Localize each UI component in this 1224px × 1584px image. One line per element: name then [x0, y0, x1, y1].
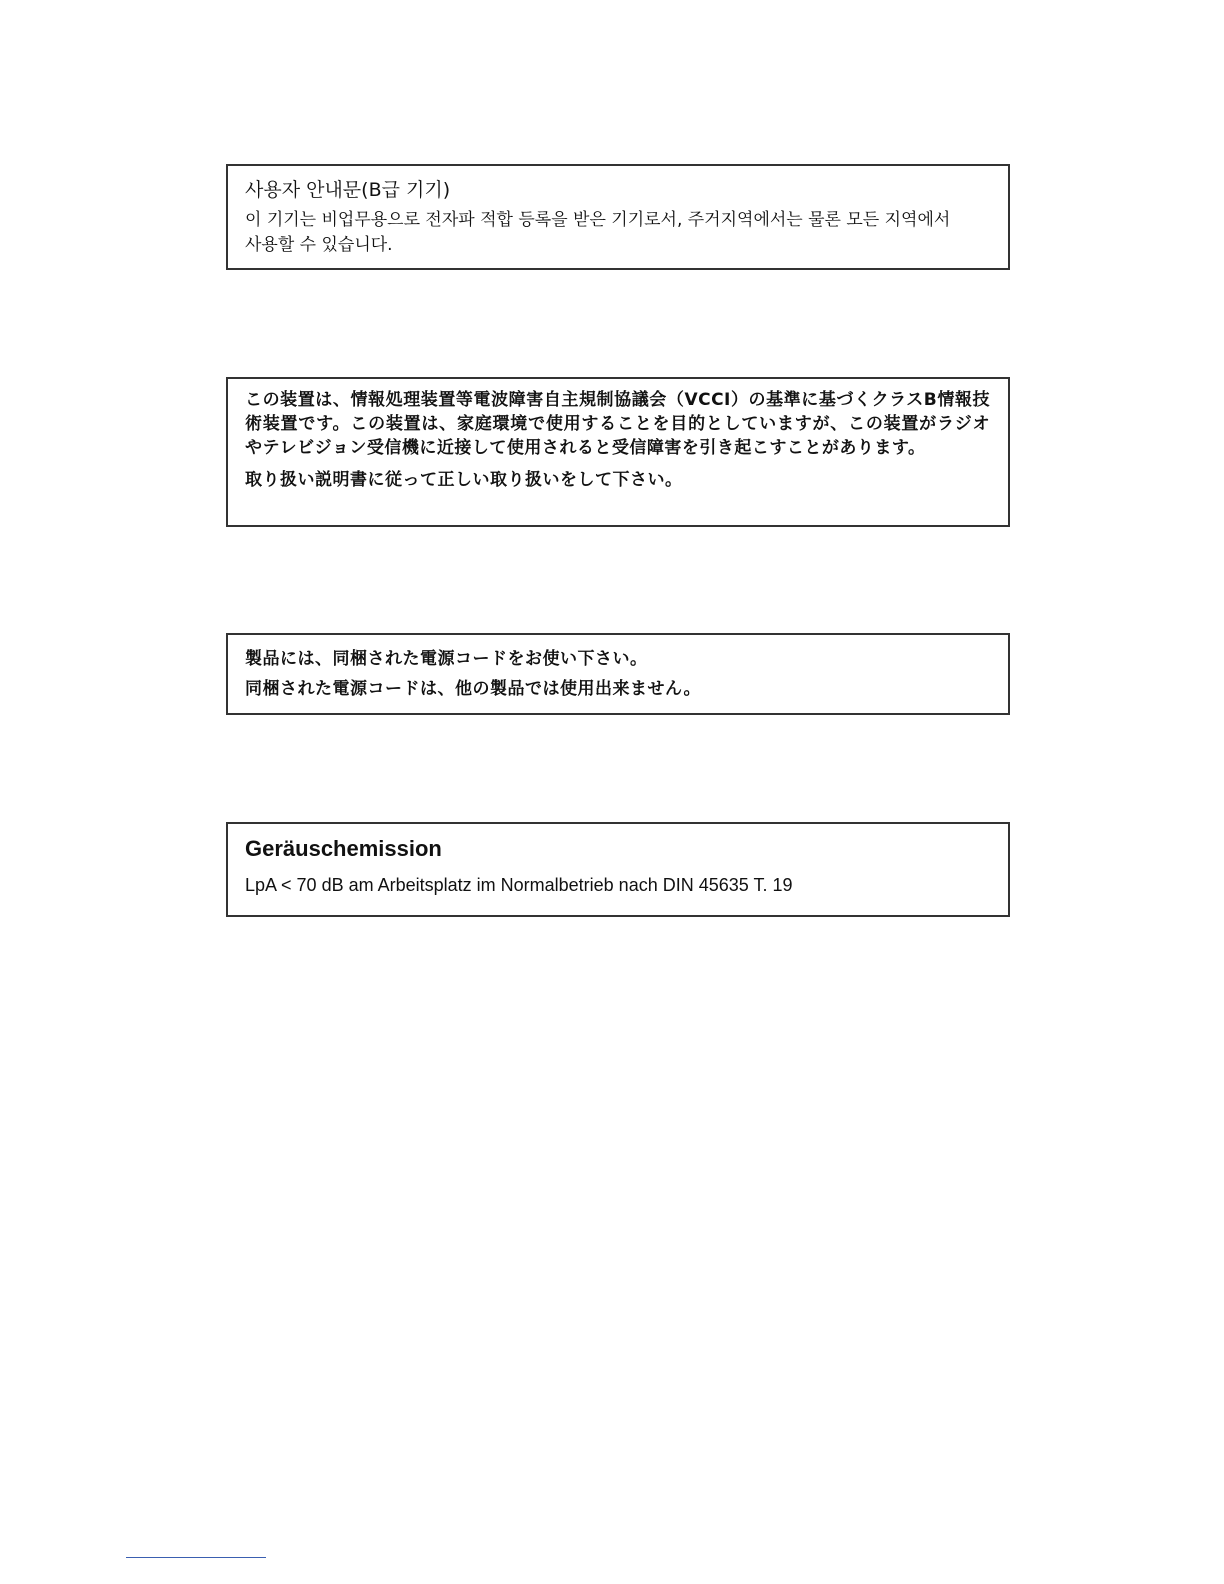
- noise-emission-notice: [226, 822, 1010, 917]
- korean-notice-title: 사용자 안내문(B급 기기): [245, 179, 451, 201]
- power-cord-notice-line-2: 同梱された電源コードは、他の製品では使用出来ません。: [245, 679, 702, 699]
- korean-notice-body: 이 기기는 비업무용으로 전자파 적합 등록을 받은 기기로서, 주거지역에서는 물론 모든 지역에서 사용할 수 있습니다.: [245, 210, 951, 255]
- power-cord-notice: [226, 633, 1010, 715]
- vcci-notice-instruction: 取り扱い説明書に従って正しい取り扱いをして下さい。: [245, 470, 683, 490]
- noise-notice-title: Geräuschemission: [245, 836, 442, 861]
- vcci-notice-paragraph: この装置は、情報処理装置等電波障害自主規制協議会（VCCI）の基準に基づくクラスB情報技術装置です。この装置は、家庭環境で使用することを目的としていますが、この装置がラジオやテレビジョン受信機に近接して使用されると受信障害を引き起こすことがあります。: [245, 390, 990, 458]
- vcci-notice: [226, 377, 1010, 527]
- footnote-divider: [126, 1557, 266, 1558]
- power-cord-notice-line-1: 製品には、同梱された電源コードをお使い下さい。: [245, 649, 648, 669]
- korean-class-b-notice: [226, 164, 1010, 270]
- noise-notice-body: LpA < 70 dB am Arbeitsplatz im Normalbetrieb nach DIN 45635 T. 19: [245, 875, 793, 895]
